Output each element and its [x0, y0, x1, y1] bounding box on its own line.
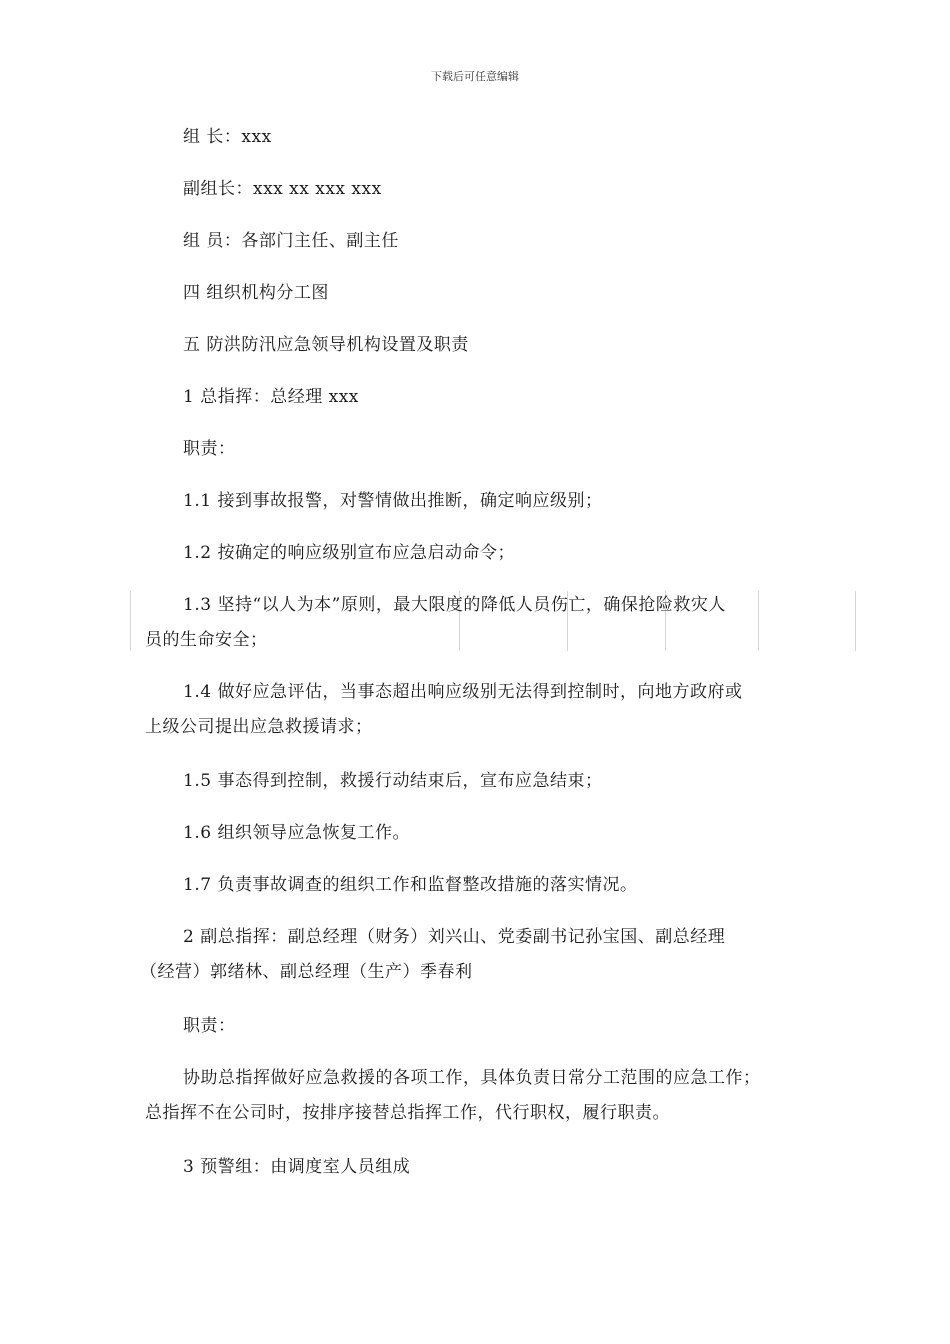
deputy-duty-text-cont: 总指挥不在公司时，按排序接替总指挥工作，代行职权，履行职责。: [145, 1103, 670, 1123]
duties-label-2: 职责：: [183, 1016, 236, 1036]
deputy-leader-line: 副组长：xxx xx xxx xxx: [183, 179, 382, 199]
deputy-duty-text: 协助总指挥做好应急救援的各项工作，具体负责日常分工范围的应急工作；: [183, 1068, 761, 1088]
duty-1-2: 1.2 按确定的响应级别宣布应急启动命令；: [183, 543, 515, 563]
duty-1-4: 1.4 做好应急评估，当事态超出响应级别无法得到控制时，向地方政府或: [183, 682, 743, 702]
duty-1-1: 1.1 接到事故报警，对警情做出推断，确定响应级别；: [183, 491, 603, 511]
duty-1-4-cont: 上级公司提出应急救援请求；: [145, 717, 373, 737]
section-5-heading: 五 防洪防汛应急领导机构设置及职责: [183, 335, 469, 355]
deputy-commander-line: 2 副总指挥：副总经理（财务）刘兴山、党委副书记孙宝国、副总经理: [183, 927, 726, 947]
table-line: [758, 591, 759, 651]
group-leader-line: 组 长：xxx: [183, 127, 272, 147]
duty-1-3: 1.3 坚持“以人为本”原则，最大限度的降低人员伤亡，确保抢险救灾人: [183, 595, 726, 615]
table-line: [130, 591, 131, 651]
page-header: 下载后可任意编辑: [431, 70, 519, 83]
duty-1-3-cont: 员的生命安全；: [145, 630, 268, 650]
table-line: [855, 591, 856, 651]
duty-1-5: 1.5 事态得到控制，救援行动结束后，宣布应急结束；: [183, 771, 603, 791]
section-4-heading: 四 组织机构分工图: [183, 283, 329, 303]
duty-1-6: 1.6 组织领导应急恢复工作。: [183, 823, 410, 843]
duty-1-7: 1.7 负责事故调查的组织工作和监督整改措施的落实情况。: [183, 875, 638, 895]
duties-label: 职责：: [183, 439, 236, 459]
warning-group-line: 3 预警组：由调度室人员组成: [183, 1157, 411, 1177]
commander-line: 1 总指挥：总经理 xxx: [183, 387, 359, 407]
members-line: 组 员：各部门主任、副主任: [183, 231, 399, 251]
deputy-commander-cont: （经营）郭绪林、副总经理（生产）季春利: [140, 962, 473, 982]
